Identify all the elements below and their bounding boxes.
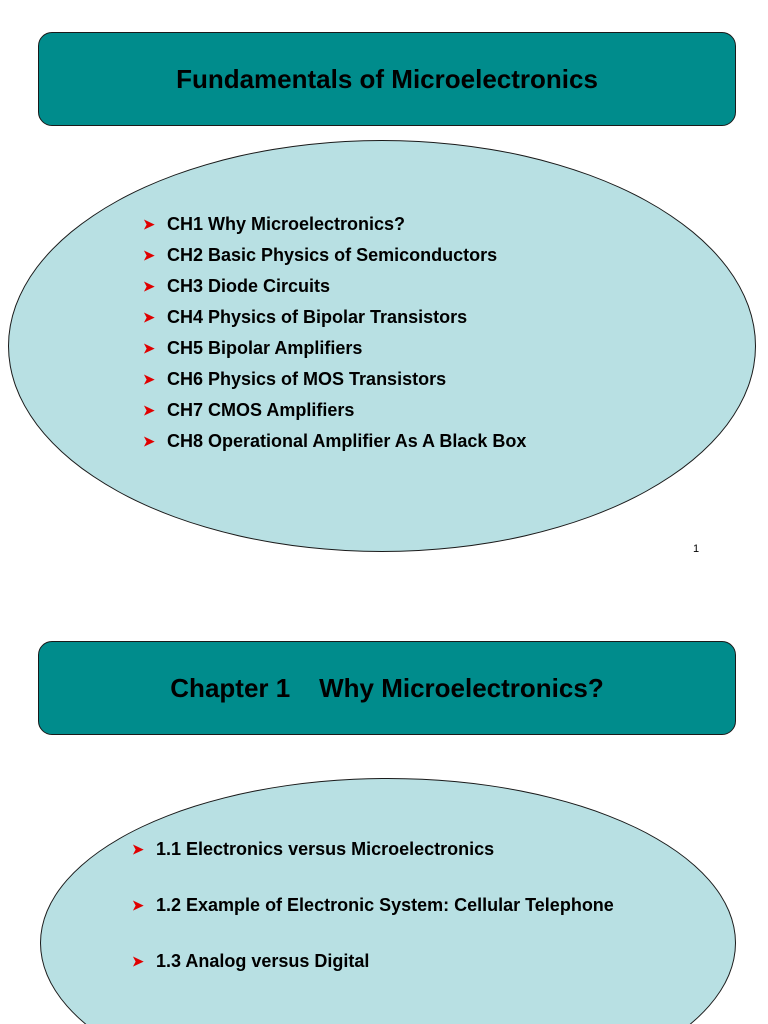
list-item: ➤ CH4 Physics of Bipolar Transistors — [143, 307, 468, 327]
red-arrowhead-bullet-icon: ➤ — [143, 402, 155, 418]
red-arrowhead-bullet-icon: ➤ — [132, 952, 144, 969]
red-arrowhead-bullet-icon: ➤ — [143, 216, 155, 232]
list-item: ➤ 1.1 Electronics versus Microelectronics — [132, 838, 495, 859]
red-arrowhead-bullet-icon: ➤ — [143, 247, 155, 263]
slide1-title-box — [38, 32, 736, 126]
slide2-title: Chapter 1 Why Microelectronics? — [170, 672, 604, 703]
red-arrowhead-bullet-icon: ➤ — [132, 840, 144, 857]
list-item: ➤ CH3 Diode Circuits — [143, 276, 331, 296]
red-arrowhead-bullet-icon: ➤ — [132, 896, 144, 913]
red-arrowhead-bullet-icon: ➤ — [143, 309, 155, 325]
list-item: ➤ CH5 Bipolar Amplifiers — [143, 338, 363, 358]
list-item: ➤ CH1 Why Microelectronics? — [143, 214, 406, 234]
list-item: ➤ 1.3 Analog versus Digital — [132, 950, 370, 971]
list-item: ➤ CH6 Physics of MOS Transistors — [143, 369, 447, 389]
list-item: ➤ CH8 Operational Amplifier As A Black Box — [143, 431, 527, 451]
list-item: ➤ CH2 Basic Physics of Semiconductors — [143, 245, 498, 265]
list-item: ➤ 1.2 Example of Electronic System: Cellular Telephone — [132, 894, 614, 915]
red-arrowhead-bullet-icon: ➤ — [143, 340, 155, 356]
list-item: ➤ CH7 CMOS Amplifiers — [143, 400, 355, 420]
page-number: 1 — [693, 543, 700, 555]
red-arrowhead-bullet-icon: ➤ — [143, 371, 155, 387]
red-arrowhead-bullet-icon: ➤ — [143, 278, 155, 294]
slide2-section-list — [132, 832, 614, 978]
slide1-title: Fundamentals of Microelectronics — [176, 63, 598, 94]
slide2-title-box — [38, 641, 736, 735]
slide1-chapter-list — [143, 209, 526, 457]
red-arrowhead-bullet-icon: ➤ — [143, 433, 155, 449]
